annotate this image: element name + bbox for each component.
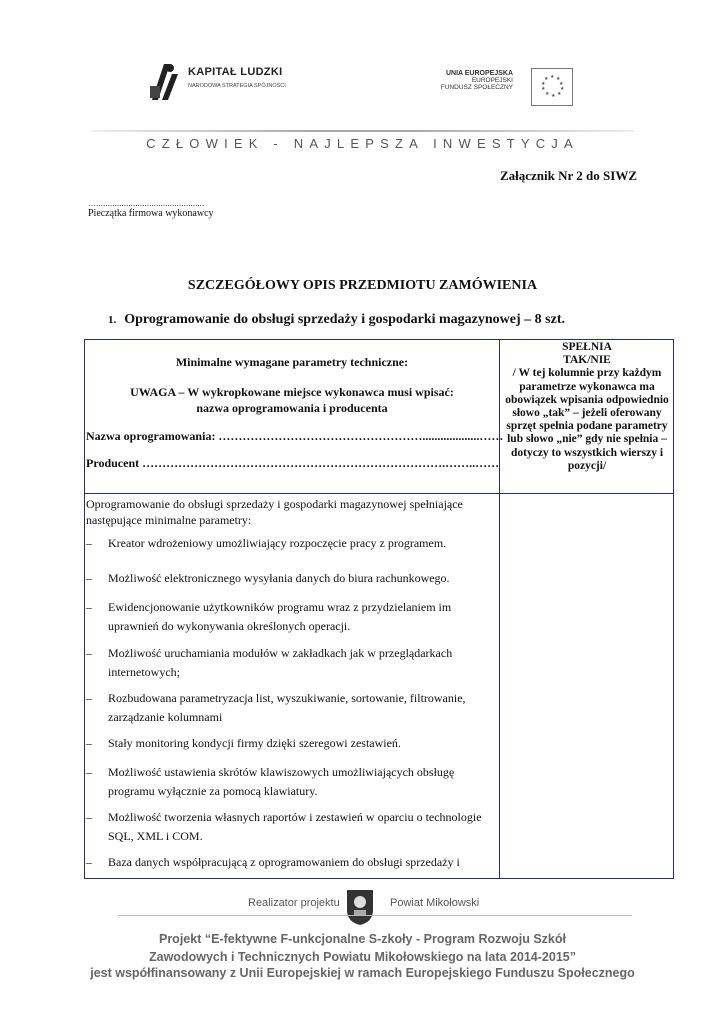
dash-bullet: – xyxy=(86,571,92,585)
yes-no-heading: TAK/NIE xyxy=(563,354,611,367)
svg-text:★: ★ xyxy=(550,74,555,80)
header-divider xyxy=(92,130,634,132)
svg-text:★: ★ xyxy=(557,91,562,97)
item-number: 1. xyxy=(108,314,117,326)
footer-divider xyxy=(118,915,632,916)
slogan: CZŁOWIEK - NAJLEPSZA INWESTYCJA xyxy=(146,136,579,151)
eu-text xyxy=(441,70,513,91)
project-implementer-label: Realizator projektu xyxy=(248,897,340,909)
requirement-text: Baza danych współpracującą z oprogramowaniem do obsługi sprzedaży i xyxy=(108,855,460,869)
svg-text:★: ★ xyxy=(559,81,564,87)
requirement-text: Rozbudowana parametryzacja list, wyszukiwanie, sortowanie, filtrowanie, zarządzanie kolumnami xyxy=(108,691,466,724)
specification-table xyxy=(84,339,674,879)
powiat-label: Powiat Mikołowski xyxy=(390,897,480,909)
list-item xyxy=(86,853,496,872)
powiat-crest-icon xyxy=(345,888,375,926)
complies-instructions: / W tej kolumnie przy każdym parametrze wykonawca ma obowiązek wpisania odpowiednio słowo „tak” – jeżeli oferowany sprzęt spełnia podane parametry lub słowo „nie” gdy nie spełnia – dotyczy to wszystkich wierszy i pozycji/ xyxy=(505,367,669,472)
stamp-label: Pieczątka firmowa wykonawcy xyxy=(88,208,214,219)
requirement-text: Możliwość elektronicznego wysyłania danych do biura rachunkowego. xyxy=(108,571,450,585)
producer-field[interactable]: Producent ………………………………………………………………….……..…… xyxy=(86,456,500,470)
requirements-intro: Oprogramowanie do obsługi sprzedaży i gospodarki magazynowej spełniające następujące minimalne parametry: xyxy=(86,497,463,527)
list-item xyxy=(86,763,496,800)
svg-text:★: ★ xyxy=(541,81,546,87)
project-line-3: jest współfinansowany z Unii Europejskiej w ramach Europejskiego Funduszu Społecznego xyxy=(90,966,635,980)
dash-bullet: – xyxy=(86,646,92,660)
dash-bullet: – xyxy=(86,600,92,614)
eu-line3: FUNDUSZ SPOŁECZNY xyxy=(440,84,513,91)
svg-text:★: ★ xyxy=(551,93,556,99)
table-row-divider xyxy=(85,493,673,494)
software-name-field[interactable]: Nazwa oprogramowania: ……………………………………………...................…… xyxy=(86,429,504,443)
eu-line1: UNIA EUROPEJSKA xyxy=(445,70,513,77)
requirement-text: Kreator wdrożeniowy umożliwiający rozpoczęcie pracy z programem. xyxy=(108,536,447,550)
eu-flag-icon xyxy=(531,68,573,106)
stamp-dots: …............................................... xyxy=(88,199,205,208)
dash-bullet: – xyxy=(86,855,92,869)
kapital-ludzki-logo xyxy=(148,60,298,106)
svg-text:★: ★ xyxy=(544,76,549,82)
project-line-1: Projekt “E-fektywne F-unkcjonalne S-zkoły - Program Rozwoju Szkół xyxy=(158,932,566,946)
fill-in-warning: UWAGA – W wykropkowane miejsce wykonawca musi wpisać: nazwa oprogramowania i producenta xyxy=(130,385,454,415)
item-heading xyxy=(108,312,565,328)
eu-logo xyxy=(438,68,573,106)
table-header-left xyxy=(85,340,504,493)
min-params-heading: Minimalne wymagane parametry techniczne: xyxy=(175,355,409,369)
dash-bullet: – xyxy=(86,810,92,824)
svg-text:★: ★ xyxy=(541,86,546,92)
kapital-ludzki-subtitle: NARODOWA STRATEGIA SPÓJNOŚCI xyxy=(188,83,286,89)
attachment-label: Załącznik Nr 2 do SIWZ xyxy=(499,168,637,183)
page-footer xyxy=(0,888,725,1024)
kapital-ludzki-title: KAPITAŁ LUDZKI xyxy=(188,66,283,78)
requirements-cell xyxy=(86,496,496,869)
dash-bullet: – xyxy=(86,736,92,750)
list-item xyxy=(86,644,496,681)
svg-text:★: ★ xyxy=(545,91,550,97)
list-item xyxy=(86,598,496,635)
list-item xyxy=(86,808,496,845)
kapital-ludzki-emblem-icon xyxy=(148,60,184,102)
requirement-text: Możliwość tworzenia własnych raportów i zestawień w oparciu o technologie SQL, XML i COM. xyxy=(108,810,482,843)
list-item xyxy=(86,569,496,588)
complies-heading: SPEŁNIA xyxy=(562,341,612,353)
requirement-text: Stały monitoring kondycji firmy dzięki szeregowi zestawień. xyxy=(108,736,401,750)
requirement-text: Możliwość ustawienia skrótów klawiszowych umożliwiających obsługę programu wyłącznie za pomocą klawiatury. xyxy=(108,765,455,798)
page-title: SZCZEGÓŁOWY OPIS PRZEDMIOTU ZAMÓWIENIA xyxy=(187,278,538,293)
dash-bullet: – xyxy=(86,765,92,779)
eu-line2: EUROPEJSKI xyxy=(471,77,513,84)
project-line-2: Zawodowych i Technicznych Powiatu Mikołowskiego na lata 2014-2015” xyxy=(149,950,576,964)
table-header-right xyxy=(500,341,674,473)
dash-bullet: – xyxy=(86,691,92,705)
svg-text:★: ★ xyxy=(560,86,565,92)
list-item xyxy=(86,534,496,553)
requirement-text: Ewidencjonowanie użytkowników programu wraz z przydzielaniem im uprawnień do wykonywania określonych operacji. xyxy=(108,600,452,633)
item-title: Oprogramowanie do obsługi sprzedaży i gospodarki magazynowej – 8 szt. xyxy=(124,312,565,327)
list-item xyxy=(86,734,496,753)
requirement-text: Możliwość uruchamiania modułów w zakładkach jak w przeglądarkach internetowych; xyxy=(108,646,453,679)
list-item xyxy=(86,689,496,726)
svg-text:★: ★ xyxy=(556,76,561,82)
dash-bullet: – xyxy=(86,536,92,550)
